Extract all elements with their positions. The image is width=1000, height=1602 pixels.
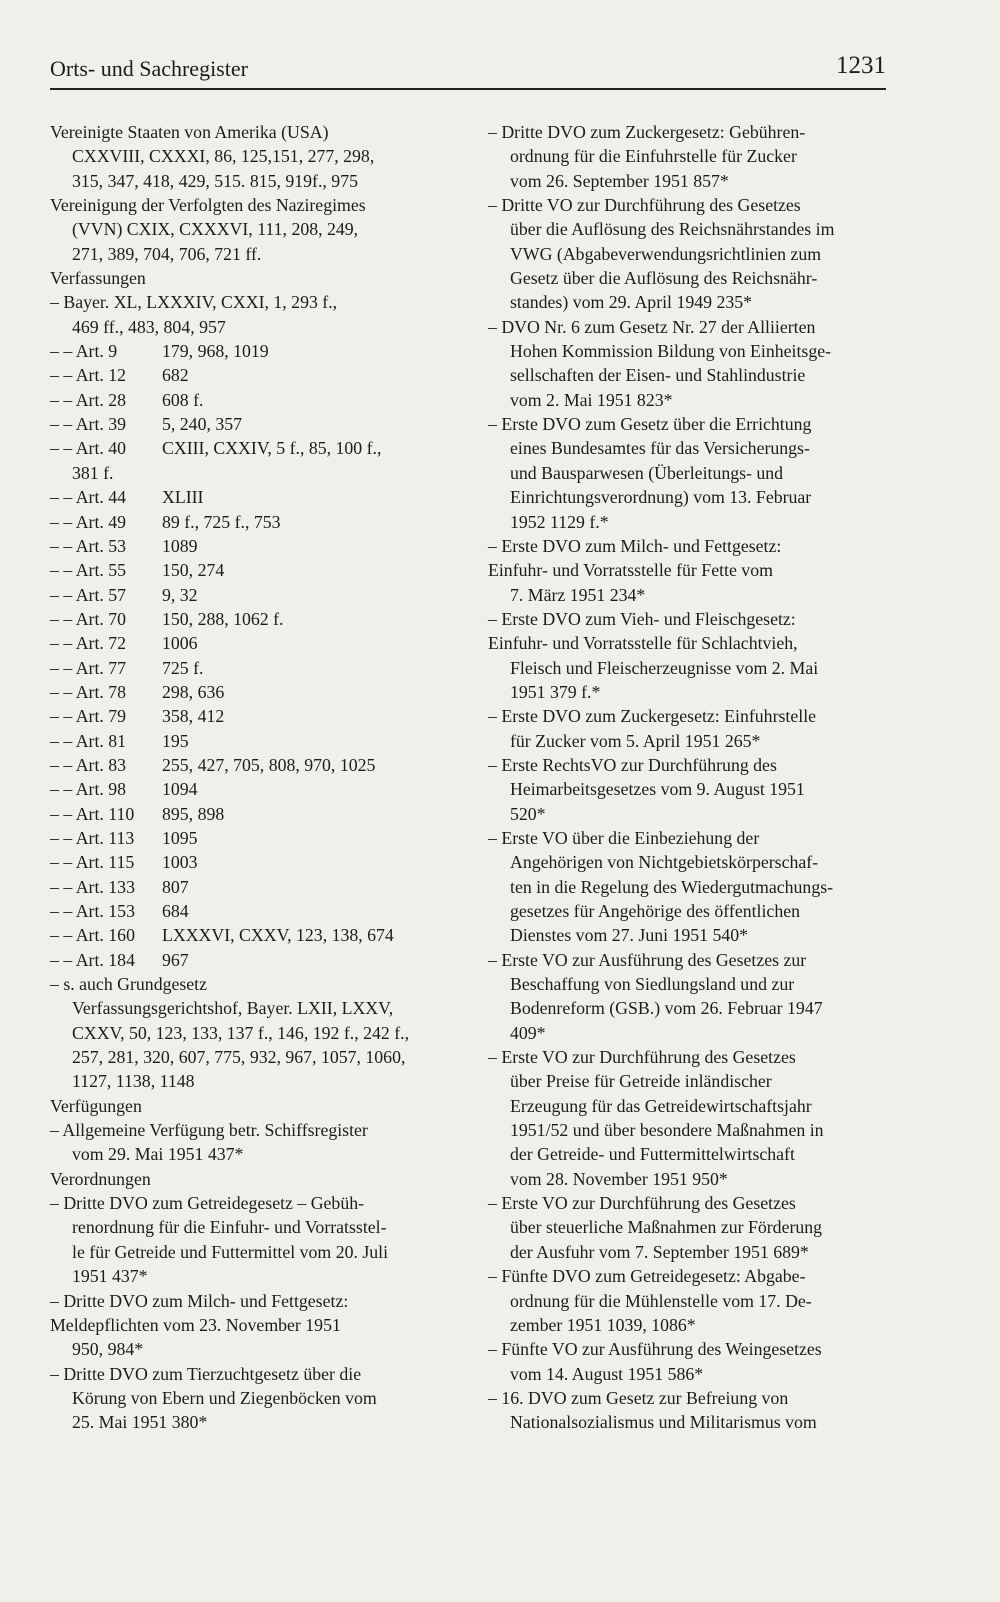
page-references: 9, 32	[162, 584, 198, 605]
index-line: ordnung für die Einfuhrstelle für Zucker	[510, 146, 797, 167]
index-line: – Fünfte DVO zum Getreidegesetz: Abgabe-	[488, 1266, 806, 1287]
index-line: Nationalsozialismus und Militarismus vom	[510, 1412, 817, 1433]
index-line: 1952 1129 f.*	[510, 511, 609, 532]
index-line: vom 2. Mai 1951 823*	[510, 389, 673, 410]
index-line: – Erste DVO zum Zuckergesetz: Einfuhrstelle	[488, 706, 817, 727]
page-references: 150, 288, 1062 f.	[162, 608, 284, 629]
index-line: – Dritte DVO zum Getreidegesetz – Gebüh-	[50, 1193, 365, 1214]
page-references: 1006	[162, 633, 198, 654]
index-line: – 16. DVO zum Gesetz zur Befreiung von	[488, 1387, 789, 1408]
index-line: – Erste DVO zum Gesetz über die Errichtung	[488, 414, 812, 435]
index-line: 257, 281, 320, 607, 775, 932, 967, 1057, 1060,	[72, 1047, 406, 1068]
index-line: Verfassungen	[50, 268, 146, 289]
index-line	[50, 875, 455, 899]
page-references: 608 f.	[162, 389, 204, 410]
index-line	[50, 948, 455, 972]
page-references: 89 f., 725 f., 753	[162, 511, 281, 532]
index-line: – Erste VO zur Durchführung des Gesetzes	[488, 1193, 796, 1214]
index-line: Angehörigen von Nichtgebietskörperschaf-	[510, 852, 819, 873]
index-line: Erzeugung für das Getreidewirtschaftsjahr	[510, 1095, 812, 1116]
index-line: 520*	[510, 803, 546, 824]
left-index-column	[50, 120, 455, 1435]
index-line	[50, 899, 455, 923]
article-label: – – Art. 55	[50, 560, 127, 581]
page-references: CXIII, CXXIV, 5 f., 85, 100 f.,	[162, 438, 382, 459]
index-line: 1127, 1138, 1148	[72, 1071, 195, 1092]
index-line: Einfuhr- und Vorratsstelle für Fette vom	[488, 560, 773, 581]
index-line: (VVN) CXIX, CXXXVI, 111, 208, 249,	[72, 219, 359, 240]
index-line: zember 1951 1039, 1086*	[510, 1314, 696, 1335]
article-label: – – Art. 98	[50, 779, 127, 800]
index-line: VWG (Abgabeverwendungsrichtlinien zum	[510, 243, 822, 264]
index-line	[50, 510, 455, 534]
article-label: – – Art. 49	[50, 511, 127, 532]
index-line	[50, 704, 455, 728]
index-line	[50, 558, 455, 582]
index-line	[50, 850, 455, 874]
article-label: – – Art. 79	[50, 706, 127, 727]
index-line: vom 14. August 1951 586*	[510, 1363, 704, 1384]
page-references: 682	[162, 365, 189, 386]
index-line: le für Getreide und Futtermittel vom 20. Juli	[72, 1241, 389, 1262]
article-label: – – Art. 28	[50, 389, 127, 410]
article-label: – – Art. 57	[50, 584, 127, 605]
index-line: 469 ff., 483, 804, 957	[72, 316, 226, 337]
index-line: Bodenreform (GSB.) vom 26. Februar 1947	[510, 998, 823, 1019]
running-title: Orts- und Sachregister	[50, 56, 248, 81]
page-references: 150, 274	[162, 560, 225, 581]
page-references: 195	[162, 730, 189, 751]
article-label: – – Art. 110	[50, 803, 135, 824]
index-line	[50, 436, 455, 460]
index-line: Heimarbeitsgesetzes vom 9. August 1951	[510, 779, 805, 800]
index-line	[50, 583, 455, 607]
page-references: 1003	[162, 852, 198, 873]
index-line: Vereinigung der Verfolgten des Naziregimes	[50, 195, 366, 216]
index-line: – s. auch Grundgesetz	[50, 974, 208, 995]
index-line: 315, 347, 418, 429, 515. 815, 919f., 975	[72, 170, 358, 191]
index-line: 271, 389, 704, 706, 721 ff.	[72, 243, 262, 264]
index-line: standes) vom 29. April 1949 235*	[510, 292, 753, 313]
index-line: über die Auflösung des Reichsnährstandes im	[510, 219, 835, 240]
index-line: ordnung für die Mühlenstelle vom 17. De-	[510, 1290, 812, 1311]
page-references: 358, 412	[162, 706, 225, 727]
index-line: 950, 984*	[72, 1339, 144, 1360]
index-line: – Erste DVO zum Milch- und Fettgesetz:	[488, 535, 782, 556]
page-references: 1094	[162, 779, 198, 800]
page-references: 684	[162, 901, 189, 921]
index-line: Dienstes vom 27. Juni 1951 540*	[510, 925, 749, 946]
index-line: Vereinigte Staaten von Amerika (USA)	[50, 122, 329, 142]
index-line: über Preise für Getreide inländischer	[510, 1071, 772, 1092]
article-label: – – Art. 113	[50, 827, 135, 848]
page-number: 1231	[836, 52, 886, 79]
index-line	[50, 388, 455, 412]
index-line: – Erste RechtsVO zur Durchführung des	[488, 754, 777, 775]
page-references: 1089	[162, 535, 198, 556]
index-line: gesetzes für Angehörige des öffentlichen	[510, 901, 800, 921]
index-line	[50, 680, 455, 704]
article-label: – – Art. 83	[50, 754, 127, 775]
article-label: – – Art. 160	[50, 925, 135, 946]
index-line: über steuerliche Maßnahmen zur Förderung	[510, 1217, 823, 1238]
index-line: vom 26. September 1951 857*	[510, 170, 729, 191]
index-line	[50, 363, 455, 387]
index-line	[50, 485, 455, 509]
article-label: – – Art. 78	[50, 681, 127, 702]
index-line: Beschaffung von Siedlungsland und zur	[510, 974, 795, 995]
article-label: – – Art. 77	[50, 657, 127, 678]
article-label: – – Art. 9	[50, 341, 118, 362]
index-line: 25. Mai 1951 380*	[72, 1412, 208, 1433]
page-references: 967	[162, 949, 189, 970]
index-line: 381 f.	[72, 462, 114, 483]
article-label: – – Art. 12	[50, 365, 127, 386]
index-line: Meldepflichten vom 23. November 1951	[50, 1314, 341, 1335]
index-line: sellschaften der Eisen- und Stahlindustrie	[510, 365, 806, 386]
index-line	[50, 777, 455, 801]
index-line: – Fünfte VO zur Ausführung des Weingesetzes	[488, 1339, 822, 1360]
article-label: – – Art. 81	[50, 730, 127, 751]
index-line: für Zucker vom 5. April 1951 265*	[510, 730, 761, 751]
index-line: renordnung für die Einfuhr- und Vorratsstel-	[72, 1217, 387, 1238]
right-index-column	[488, 120, 888, 1435]
index-line: der Getreide- und Futtermittelwirtschaft	[510, 1144, 795, 1165]
article-label: – – Art. 72	[50, 633, 127, 654]
index-line: 1951 379 f.*	[510, 681, 601, 702]
page-references: 895, 898	[162, 803, 225, 824]
index-line: CXXV, 50, 123, 133, 137 f., 146, 192 f., 242 f.,	[72, 1022, 410, 1043]
page-references: XLIII	[162, 487, 204, 508]
page-references: 807	[162, 876, 189, 897]
index-line: – DVO Nr. 6 zum Gesetz Nr. 27 der Alliierten	[488, 316, 816, 337]
index-line: vom 29. Mai 1951 437*	[72, 1144, 244, 1165]
index-line: – Dritte VO zur Durchführung des Gesetzes	[488, 195, 801, 216]
index-line: eines Bundesamtes für das Versicherungs-	[510, 438, 810, 459]
article-label: – – Art. 39	[50, 414, 127, 435]
page-references: 1095	[162, 827, 198, 848]
page-references: 298, 636	[162, 681, 225, 702]
index-line	[50, 729, 455, 753]
index-line: 409*	[510, 1022, 546, 1043]
index-line	[50, 753, 455, 777]
index-line	[50, 534, 455, 558]
page-references: 5, 240, 357	[162, 414, 243, 435]
index-line: – Dritte DVO zum Tierzuchtgesetz über die	[50, 1363, 362, 1384]
index-line	[50, 802, 455, 826]
article-label: – – Art. 70	[50, 608, 127, 629]
index-line: ten in die Regelung des Wiedergutmachungs-	[510, 876, 834, 897]
index-line: – Dritte DVO zum Milch- und Fettgesetz:	[50, 1290, 349, 1311]
index-line: – Bayer. XL, LXXXIV, CXXI, 1, 293 f.,	[50, 292, 338, 313]
article-label: – – Art. 40	[50, 438, 127, 459]
index-line: Gesetz über die Auflösung des Reichsnähr-	[510, 268, 818, 289]
page-references: 255, 427, 705, 808, 970, 1025	[162, 754, 376, 775]
page-references: 725 f.	[162, 657, 204, 678]
article-label: – – Art. 53	[50, 535, 127, 556]
index-line: Verfügungen	[50, 1095, 142, 1116]
article-label: – – Art. 133	[50, 876, 135, 897]
index-line	[50, 923, 455, 947]
index-line: der Ausfuhr vom 7. September 1951 689*	[510, 1241, 809, 1262]
index-line: vom 28. November 1951 950*	[510, 1168, 728, 1189]
index-line: 7. März 1951 234*	[510, 584, 646, 605]
index-line: Verfassungsgerichtshof, Bayer. LXII, LXXV,	[72, 998, 394, 1019]
index-line: 1951/52 und über besondere Maßnahmen in	[510, 1120, 824, 1141]
index-line: und Bausparwesen (Überleitungs- und	[510, 462, 784, 483]
index-line	[50, 339, 455, 363]
index-line	[50, 826, 455, 850]
index-line: – Dritte DVO zum Zuckergesetz: Gebühren-	[488, 122, 806, 142]
index-line	[50, 412, 455, 436]
index-line: – Allgemeine Verfügung betr. Schiffsregister	[50, 1120, 368, 1141]
page-references: 179, 968, 1019	[162, 341, 269, 362]
index-line	[50, 631, 455, 655]
index-line: – Erste DVO zum Vieh- und Fleischgesetz:	[488, 608, 796, 629]
page-references: LXXXVI, CXXV, 123, 138, 674	[162, 925, 394, 946]
index-line: Einfuhr- und Vorratsstelle für Schlachtvieh,	[488, 633, 798, 654]
article-label: – – Art. 184	[50, 949, 135, 970]
index-line: – Erste VO zur Ausführung des Gesetzes zur	[488, 949, 807, 970]
index-line: Hohen Kommission Bildung von Einheitsge-	[510, 341, 832, 362]
index-line: Einrichtungsverordnung) vom 13. Februar	[510, 487, 812, 508]
article-label: – – Art. 153	[50, 901, 135, 921]
page-header	[50, 50, 886, 90]
index-line: Fleisch und Fleischerzeugnisse vom 2. Mai	[510, 657, 819, 678]
index-line: 1951 437*	[72, 1266, 148, 1287]
index-line: Körung von Ebern und Ziegenböcken vom	[72, 1387, 377, 1408]
index-line: – Erste VO über die Einbeziehung der	[488, 827, 760, 848]
index-line: Verordnungen	[50, 1168, 151, 1189]
article-label: – – Art. 44	[50, 487, 127, 508]
index-line	[50, 656, 455, 680]
article-label: – – Art. 115	[50, 852, 135, 873]
index-line	[50, 607, 455, 631]
index-line: – Erste VO zur Durchführung des Gesetzes	[488, 1047, 796, 1068]
index-line: CXXVIII, CXXXI, 86, 125,151, 277, 298,	[72, 146, 375, 167]
